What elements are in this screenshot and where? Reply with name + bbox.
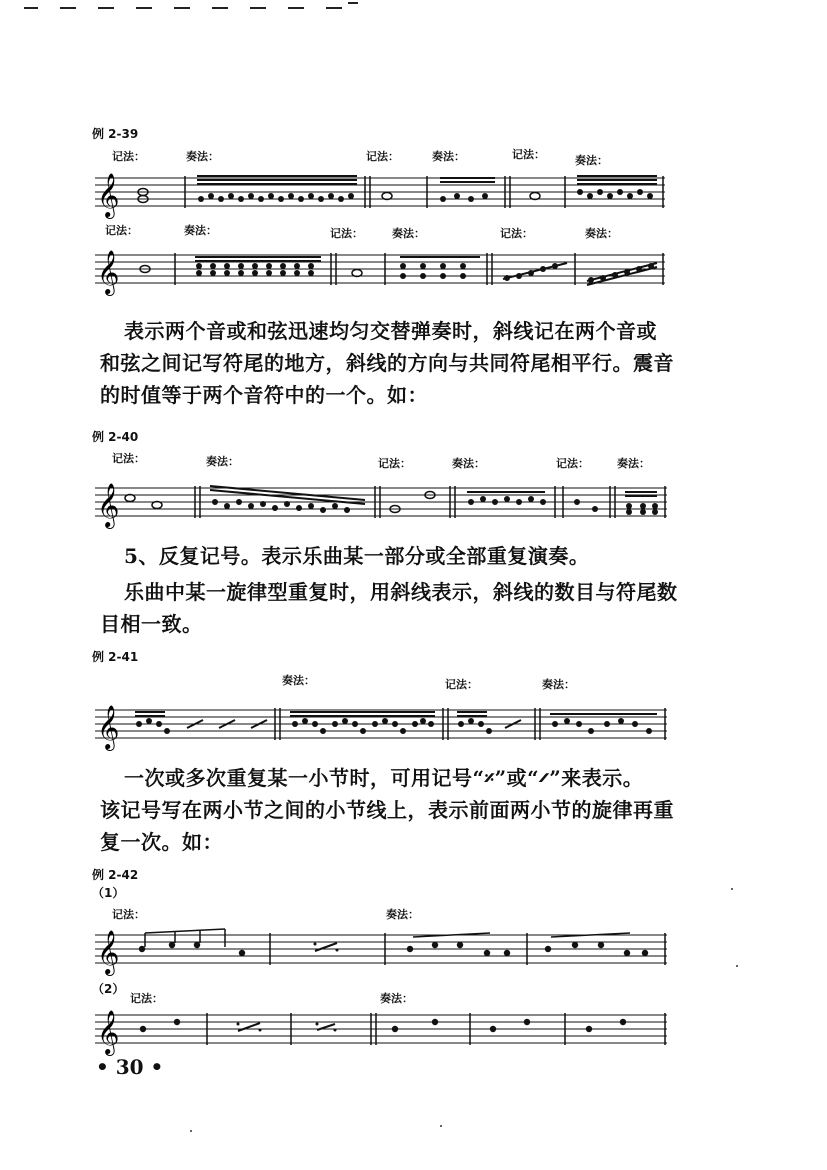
ex239-label-performance-3: 奏法： [575, 154, 608, 167]
treble-clef-icon: 𝄞 [97, 173, 120, 217]
ex240-label-notation-1: 记法： [112, 452, 145, 465]
ex240-label-notation-3: 记法： [556, 457, 589, 470]
scan-speck [190, 1130, 192, 1132]
ex242-label-performance-2: 奏法： [380, 992, 413, 1005]
ex239-label-performance-2: 奏法： [432, 150, 465, 163]
ex242-sub-2: （2） [92, 982, 125, 996]
text-line: 复一次。如： [100, 830, 223, 854]
ex239-label-notation-4: 记法： [105, 224, 138, 237]
page-number: • 30 • [96, 1055, 164, 1079]
ex240-label-performance-2: 奏法： [452, 457, 485, 470]
scan-speck [440, 1125, 442, 1127]
example-2-40-title: 例 2-40 [92, 430, 139, 444]
text-line: 和弦之间记写符尾的地方，斜线的方向与共同符尾相平行。震音 [100, 351, 674, 375]
ex242-label-performance-1: 奏法： [386, 908, 419, 921]
ex239-staff-1 [95, 168, 675, 218]
text-line: 表示两个音或和弦迅速均匀交替弹奏时，斜线记在两个音或 [124, 319, 657, 343]
ex240-staff [95, 478, 675, 530]
text-line: 目相一致。 [100, 612, 203, 636]
text-line: 一次或多次重复某一小节时，可用记号“𝄎”或“𝄍”来表示。 [124, 766, 644, 790]
ex239-label-performance-5: 奏法： [392, 227, 425, 240]
ex239-label-notation-2: 记法： [366, 150, 399, 163]
text-line: 的时值等于两个音符中的一个。如： [100, 383, 428, 407]
ex239-staff-2 [95, 245, 675, 297]
treble-clef-icon: 𝄞 [97, 930, 120, 974]
ex240-label-notation-2: 记法： [378, 457, 411, 470]
treble-clef-icon: 𝄞 [97, 483, 120, 527]
ex242-staff-1 [95, 925, 675, 975]
ex240-label-performance-1: 奏法： [206, 455, 239, 468]
ex241-label-notation-1: 记法： [445, 678, 478, 691]
ex240-label-performance-3: 奏法： [617, 457, 650, 470]
ex239-label-performance-4: 奏法： [184, 224, 217, 237]
ex242-label-notation-2: 记法： [130, 992, 163, 1005]
ex239-label-notation-3: 记法： [512, 148, 545, 161]
repeat-section [100, 540, 700, 640]
treble-clef-icon: 𝄞 [97, 250, 120, 294]
ex239-label-notation-5: 记法： [330, 227, 363, 240]
text-line: 该记号写在两小节之间的小节线上，表示前面两小节的旋律再重 [100, 798, 674, 822]
example-2-39-title: 例 2-39 [92, 127, 139, 141]
ex241-label-performance-2: 奏法： [542, 678, 575, 691]
ex242-label-notation-1: 记法： [112, 908, 145, 921]
tremolo-paragraph [100, 315, 700, 411]
example-2-41-title: 例 2-41 [92, 650, 139, 664]
example-2-42-title: 例 2-42 [92, 868, 139, 882]
treble-clef-icon: 𝄞 [97, 705, 120, 749]
ex239-label-notation-1: 记法： [112, 150, 145, 163]
header-dash-rule [24, 0, 364, 12]
ex239-label-performance-1: 奏法： [186, 150, 219, 163]
scan-speck [736, 965, 738, 967]
ex242-staff-2 [95, 1005, 675, 1055]
ex241-label-performance-1: 奏法： [282, 674, 315, 687]
ex241-staff [95, 700, 675, 752]
text-line: 乐曲中某一旋律型重复时，用斜线表示，斜线的数目与符尾数 [124, 580, 678, 604]
ex239-label-notation-6: 记法： [500, 227, 533, 240]
ex239-label-performance-6: 奏法： [585, 227, 618, 240]
ex242-sub-1: （1） [92, 886, 125, 900]
measure-repeat-paragraph [100, 762, 700, 858]
scan-speck [731, 888, 733, 890]
section-heading: 5、反复记号。表示乐曲某一部分或全部重复演奏。 [124, 544, 590, 568]
treble-clef-icon: 𝄞 [97, 1010, 120, 1054]
